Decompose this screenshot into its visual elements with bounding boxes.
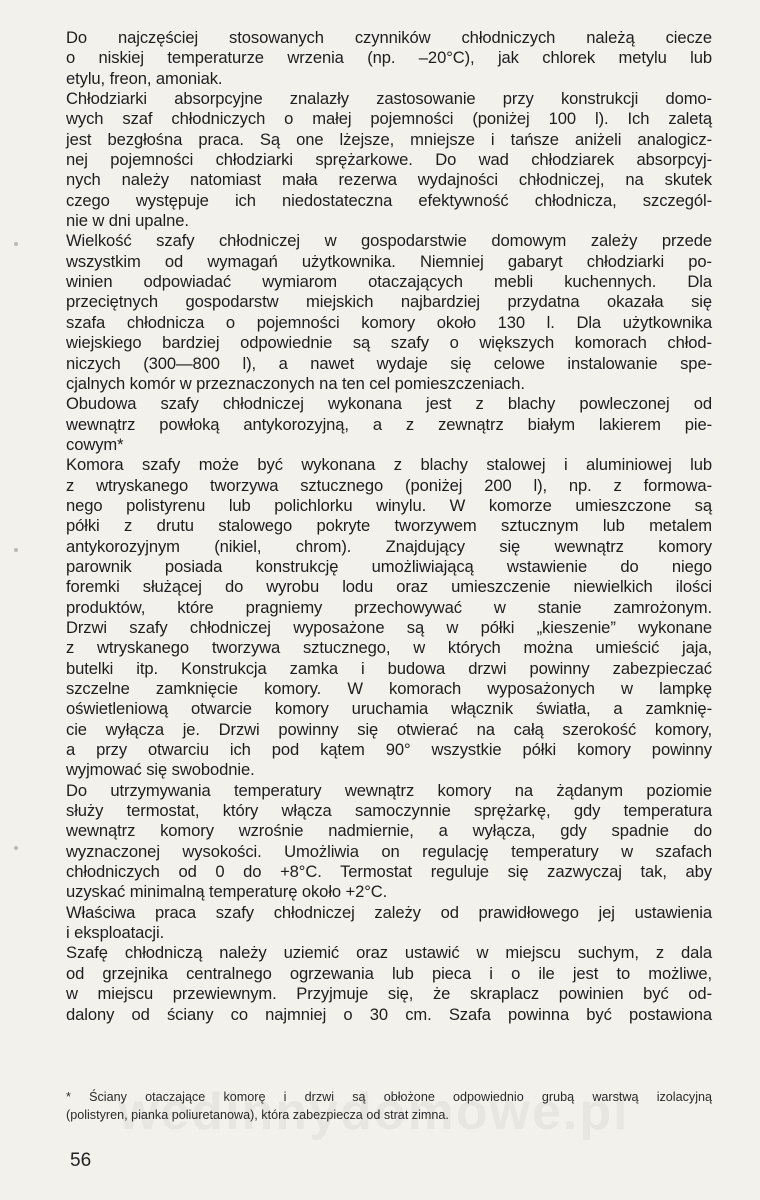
text-line: szafa chłodnicza o pojemności komory około 130 l. Dla użytkownika [66, 312, 712, 332]
text-line: uzyskać minimalną temperaturę około +2°C. [66, 882, 388, 902]
text-line: cjalnych komór w przeznaczonych na ten cel pomieszczeniach. [66, 373, 525, 393]
text-line: wewnątrz powłoką antykorozyjną, a z zewnątrz białym lakierem pie- [66, 414, 712, 434]
text-line: oświetleniową otwarcie komory uruchamia włącznik światła, a zamknię- [66, 699, 712, 719]
text-line: wyjmować się swobodnie. [66, 760, 255, 780]
text-line: szczelne zamknięcie komory. W komorach wyposażonych w lampkę [66, 679, 712, 698]
text-line: chłodniczych od 0 do +8°C. Termostat reguluje się zazwyczaj tak, aby [66, 862, 712, 882]
text-line: niczych (300—800 l), a nawet wydaje się celowe instalowanie spe- [66, 353, 712, 373]
text-line: a przy otwarciu ich pod kątem 90° wszystkie półki komory powinny [66, 740, 712, 760]
text-line: Do utrzymywania temperatury wewnątrz komory na żądanym poziomie [66, 780, 712, 800]
text-line: Do najczęściej stosowanych czynników chłodniczych należą ciecze [66, 28, 712, 47]
text-line: wych szaf chłodniczych o małej pojemności (poniżej 100 l). Ich zaletą [66, 109, 712, 129]
page-number: 56 [70, 1150, 92, 1171]
text-line: wiejskiego bardziej odpowiednie są szafy o większych komorach chłod- [66, 333, 712, 353]
body-text [66, 28, 712, 1025]
text-line: Właściwa praca szafy chłodniczej zależy od prawidłowego jej ustawienia [66, 902, 712, 922]
text-line: Drzwi szafy chłodniczej wyposażone są w półki „kieszenie” wykonane [66, 617, 712, 637]
text-line: cowym* [66, 434, 124, 454]
footnote-line: * Ściany otaczające komorę i drzwi są obłożone odpowiednio grubą warstwą izolacyjną [66, 1090, 712, 1104]
text-line: dalony od ściany co najmniej o 30 cm. Szafa powinna być postawiona [66, 1004, 712, 1024]
footnote [66, 1088, 712, 1124]
text-line: od grzejnika centralnego ogrzewania lub pieca i o ile jest to możliwe, [66, 963, 712, 983]
text-line: półki z drutu stalowego pokryte tworzywem sztucznym lub metalem [66, 516, 712, 536]
text-line: wewnątrz komory wzrośnie nadmiernie, a wyłącza, gdy spadnie do [66, 821, 712, 841]
text-line: z wtryskanego tworzywa sztucznego (poniżej 200 l), np. z formowa- [66, 475, 712, 495]
margin-speck [14, 846, 18, 850]
text-line: nych należy natomiast mała rezerwa wydajności chłodniczej, na skutek [66, 170, 712, 190]
text-line: służy termostat, który włącza samoczynnie sprężarkę, gdy temperatura [66, 801, 712, 821]
text-line: Szafę chłodniczą należy uziemić oraz ustawić w miejscu suchym, z dala [66, 943, 712, 963]
text-line: o niskiej temperaturze wrzenia (np. –20°C), jak chlorek metylu lub [66, 48, 712, 68]
text-line: winien odpowiadać wymiarom otaczających mebli kuchennych. Dla [66, 272, 712, 292]
margin-speck [14, 548, 18, 552]
text-line: nie w dni upalne. [66, 211, 189, 231]
text-line: cie wyłącza je. Drzwi powinny się otwierać na całą szerokość komory, [66, 719, 712, 739]
text-line: z wtryskanego tworzywa sztucznego, w których można umieścić jaja, [66, 638, 712, 658]
text-line: Obudowa szafy chłodniczej wykonana jest z blachy powleczonej od [66, 394, 712, 414]
text-line: Komora szafy może być wykonana z blachy stalowej i aluminiowej lub [66, 455, 712, 475]
text-line: antykorozyjnym (nikiel, chrom). Znajdujący się wewnątrz komory [66, 536, 712, 556]
text-line: czego występuje ich niedostateczna efektywność chłodnicza, szczegól- [66, 190, 712, 210]
text-line: Wielkość szafy chłodniczej w gospodarstwie domowym zależy przede [66, 231, 712, 251]
text-line: i eksploatacji. [66, 923, 165, 943]
margin-speck [14, 242, 18, 246]
text-line: w miejscu przewiewnym. Przyjmuje się, że skraplacz powinien być od- [66, 984, 712, 1004]
text-line: wszystkim od wymagań użytkownika. Niemniej gabaryt chłodziarki po- [66, 251, 712, 271]
text-line: jest bezgłośna praca. Są one lżejsze, mniejsze i tańsze aniżeli analogicz- [66, 129, 712, 149]
text-line: foremki służącej do wyrobu lodu oraz umieszczenie niewielkich ilości [66, 577, 712, 597]
text-line: parownik posiada konstrukcję umożliwiającą wstawienie do niego [66, 556, 712, 576]
text-line: Chłodziarki absorpcyjne znalazły zastosowanie przy konstrukcji domo- [66, 89, 712, 109]
text-line: nej pojemności chłodziarki sprężarkowe. Do wad chłodziarek absorpcyj- [66, 150, 712, 170]
text-line: wyznaczonej wysokości. Umożliwia on regulację temperatury w szafach [66, 841, 712, 861]
text-line: produktów, które pragniemy przechowywać w stanie zamrożonym. [66, 597, 712, 617]
text-line: etylu, freon, amoniak. [66, 68, 223, 88]
text-line: butelki itp. Konstrukcja zamka i budowa drzwi powinny zabezpieczać [66, 658, 712, 678]
footnote-line: (polistyren, pianka poliuretanowa), która zabezpiecza od strat zimna. [66, 1108, 449, 1122]
text-line: przeciętnych gospodarstw miejskich najbardziej przydatna okazała się [66, 292, 712, 312]
text-line: nego polistyrenu lub polichlorku winylu. W komorze umieszczone są [66, 495, 712, 515]
